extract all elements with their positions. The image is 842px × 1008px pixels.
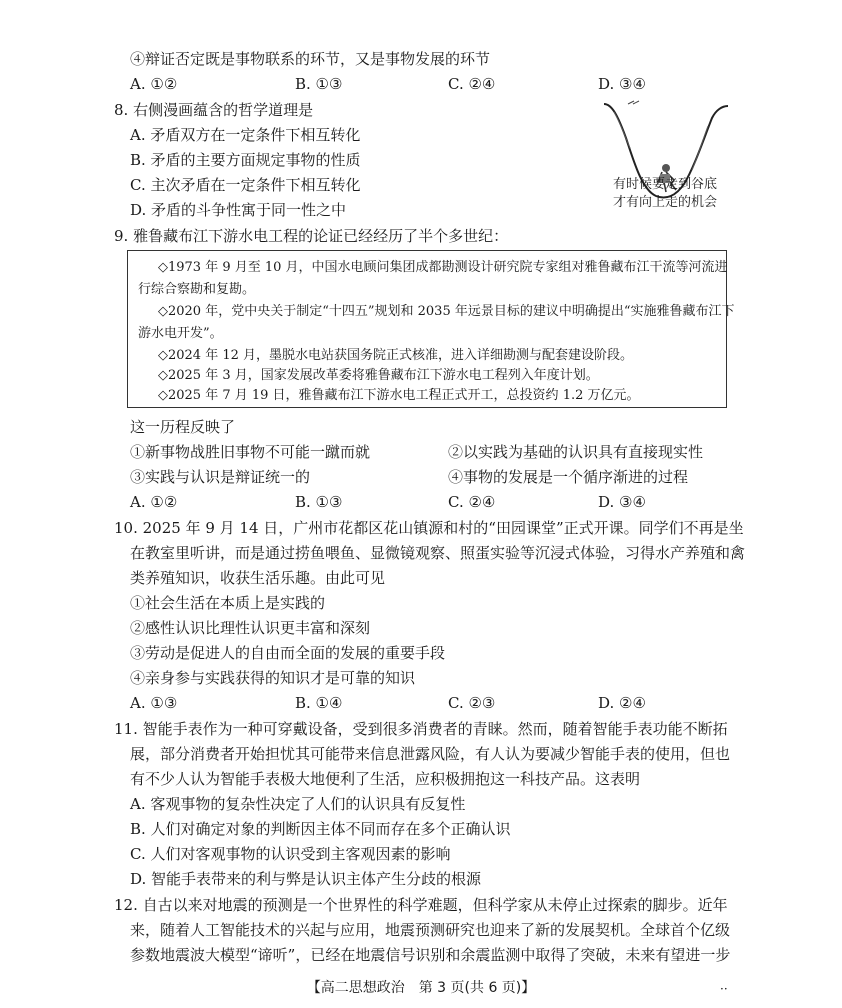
q8-choice-d[interactable]: D. 矛盾的斗争性寓于同一性之中	[130, 201, 347, 219]
q9-option-a[interactable]: A. ①②	[130, 493, 178, 511]
q10-option-a[interactable]: A. ①③	[130, 694, 178, 712]
q7-option-a[interactable]: A. ①②	[130, 75, 178, 93]
q12-stem-line: 来，随着人工智能技术的兴起与应用，地震预测研究也迎来了新的发展契机。全球首个亿级	[130, 921, 731, 939]
q8-stem: 8. 右侧漫画蕴含的哲学道理是	[114, 101, 314, 119]
q9-box-line: ◇1973 年 9 月至 10 月，中国水电顾问集团成都勘测设计研究院专家组对雅鲁藏布江干流等河流进	[158, 260, 728, 275]
q9-box-line: 游水电开发”。	[138, 326, 223, 341]
q7-option-d[interactable]: D. ③④	[598, 75, 646, 93]
q10-option-d[interactable]: D. ②④	[598, 694, 646, 712]
q9-box-line: ◇2025 年 3 月，国家发展改革委将雅鲁藏布江下游水电工程列入年度计划。	[158, 368, 599, 383]
q9-box-line: ◇2020 年，党中央关于制定“十四五”规划和 2035 年远景目标的建议中明确提出“实施雅鲁藏布江下	[158, 304, 735, 319]
q9-option-b[interactable]: B. ①③	[295, 493, 343, 511]
q8-choice-c[interactable]: C. 主次矛盾在一定条件下相互转化	[130, 176, 361, 194]
q9-statement-4: ④事物的发展是一个循序渐进的过程	[448, 468, 689, 486]
q8-choice-a[interactable]: A. 矛盾双方在一定条件下相互转化	[130, 126, 361, 144]
q9-option-c[interactable]: C. ②④	[448, 493, 496, 511]
q9-box-line: 行综合察勘和复勘。	[138, 282, 256, 297]
page-footer: 【高二思想政治 第 3 页(共 6 页)】	[306, 980, 536, 996]
q10-stem-line: 在教室里听讲，而是通过捞鱼喂鱼、显微镜观察、照蛋实验等沉浸式体验，习得水产养殖和禽	[130, 544, 746, 562]
q9-statement-2: ②以实践为基础的认识具有直接现实性	[448, 443, 704, 461]
q10-stem-line: 类养殖知识，收获生活乐趣。由此可见	[130, 569, 386, 587]
q7-option-c[interactable]: C. ②④	[448, 75, 496, 93]
q10-statement-2: ②感性认识比理性认识更丰富和深刻	[130, 619, 371, 637]
q11-choice-b[interactable]: B. 人们对确定对象的判断因主体不同而存在多个正确认识	[130, 820, 511, 838]
cartoon-caption-line-1: 有时候要走到谷底	[612, 177, 717, 192]
q9-option-d[interactable]: D. ③④	[598, 493, 646, 511]
q9-stem: 9. 雅鲁藏布江下游水电工程的论证已经经历了半个多世纪：	[114, 227, 509, 245]
q11-choice-d[interactable]: D. 智能手表带来的利与弊是认识主体产生分歧的根源	[130, 870, 482, 888]
q9-lead: 这一历程反映了	[130, 418, 236, 436]
q10-stem-line: 10. 2025 年 9 月 14 日，广州市花都区花山镇源和村的“田园课堂”正式开课。同学们不再是坐	[114, 519, 744, 537]
q11-choice-a[interactable]: A. 客观事物的复杂性决定了人们的认识具有反复性	[130, 795, 466, 813]
q10-option-b[interactable]: B. ①④	[295, 694, 343, 712]
q8-choice-b[interactable]: B. 矛盾的主要方面规定事物的性质	[130, 151, 361, 169]
q9-options	[130, 492, 730, 512]
q9-box-line: ◇2024 年 12 月，墨脱水电站获国务院正式核准，进入详细勘测与配套建设阶段。	[158, 348, 634, 363]
q11-stem-line: 11. 智能手表作为一种可穿戴设备，受到很多消费者的青睐。然而，随着智能手表功能不断拓	[114, 720, 728, 738]
q12-stem-line: 12. 自古以来对地震的预测是一个世界性的科学难题，但科学家从未停止过探索的脚步。近年	[114, 896, 728, 914]
q7-options	[130, 74, 730, 94]
corner-mark: ··	[720, 982, 728, 996]
q9-statement-1: ①新事物战胜旧事物不可能一蹴而就	[130, 443, 371, 461]
q10-statement-3: ③劳动是促进人的自由而全面的发展的重要手段	[130, 644, 446, 662]
q9-statement-3: ③实践与认识是辩证统一的	[130, 468, 311, 486]
q7-statement-4: ④辩证否定既是事物联系的环节，又是事物发展的环节	[130, 50, 491, 68]
q10-statement-1: ①社会生活在本质上是实践的	[130, 594, 326, 612]
q11-stem-line: 展，部分消费者开始担忧其可能带来信息泄露风险，有人认为要减少智能手表的使用，但也	[130, 745, 731, 763]
q10-option-c[interactable]: C. ②③	[448, 694, 496, 712]
q10-statement-4: ④亲身参与实践获得的知识才是可靠的知识	[130, 669, 416, 687]
q9-material-box	[127, 250, 735, 408]
q10-options	[130, 693, 730, 713]
q9-box-line: ◇2025 年 7 月 19 日，雅鲁藏布江下游水电工程正式开工，总投资约 1.2 万亿元。	[158, 388, 640, 403]
cartoon-caption-line-2: 才有向上走的机会	[612, 195, 717, 210]
q7-option-b[interactable]: B. ①③	[295, 75, 343, 93]
q12-stem-line: 参数地震波大模型“谛听”，已经在地震信号识别和余震监测中取得了突破，未来有望进一步	[130, 946, 731, 964]
q11-choice-c[interactable]: C. 人们对客观事物的认识受到主客观因素的影响	[130, 845, 451, 863]
q11-stem-line: 有不少人认为智能手表极大地便利了生活，应积极拥抱这一科技产品。这表明	[130, 770, 641, 788]
